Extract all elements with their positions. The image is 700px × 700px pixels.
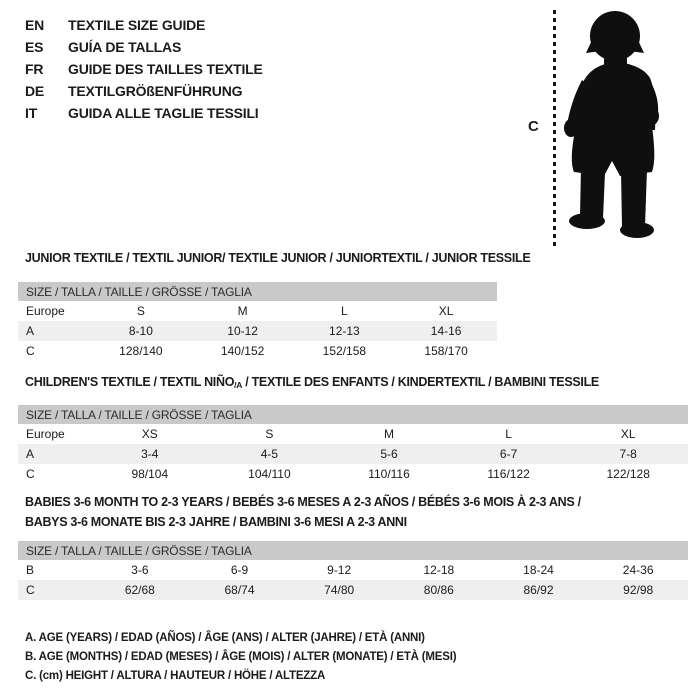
baby-silhouette-image — [560, 0, 665, 245]
cell: 74/80 — [324, 583, 355, 597]
footnote-b: B. AGE (MONTHS) / EDAD (MESES) / ÂGE (MOIS) / ALTER (MONATE) / ETÀ (MESI) — [25, 651, 457, 663]
cell: 5-6 — [380, 447, 398, 461]
cell: 24-36 — [622, 563, 654, 577]
cell: 6-9 — [230, 563, 249, 577]
cell: 140/152 — [220, 344, 265, 358]
size-table-header: SIZE / TALLA / TAILLE / GRÖSSE / TAGLIA — [18, 405, 688, 424]
language-code: DE — [25, 83, 45, 99]
cell: 4-5 — [260, 447, 279, 461]
row-label: A — [26, 447, 35, 461]
cell: L — [341, 304, 348, 318]
cell: 68/74 — [224, 583, 255, 597]
table-row-height — [18, 580, 688, 600]
junior-table-title: JUNIOR TEXTILE / TEXTIL JUNIOR/ TEXTILE JUNIOR / JUNIORTEXTIL / JUNIOR TESSILE — [25, 251, 531, 265]
babies-title-line1: BABIES 3-6 MONTH TO 2-3 YEARS / BEBÉS 3-6 MESES A 2-3 AÑOS / BÉBÉS 3-6 MOIS À 2-3 ANS / — [25, 495, 581, 509]
cell: 9-12 — [327, 563, 352, 577]
children-title-subscript: /A — [234, 380, 243, 390]
language-row-es — [25, 36, 263, 58]
cell: 7-8 — [619, 447, 637, 461]
cell: XL — [620, 427, 636, 441]
cell: 12-18 — [423, 563, 455, 577]
language-code: EN — [25, 17, 45, 33]
footnote-a: A. AGE (YEARS) / EDAD (AÑOS) / ÂGE (ANS) / ALTER (JAHRE) / ETÀ (ANNI) — [25, 632, 425, 644]
table-row-months — [18, 560, 688, 580]
table-row-europe — [18, 301, 497, 321]
cell: XS — [141, 427, 158, 441]
cell: 6-7 — [499, 447, 518, 461]
language-row-de — [25, 80, 263, 102]
size-table-header: SIZE / TALLA / TAILLE / GRÖSSE / TAGLIA — [18, 541, 688, 560]
cell: M — [237, 304, 248, 318]
cell: 92/98 — [623, 583, 654, 597]
cell: 152/158 — [322, 344, 367, 358]
row-label: Europe — [26, 304, 65, 318]
cell: 8-10 — [128, 324, 153, 338]
cell: L — [505, 427, 512, 441]
cell: 110/116 — [368, 467, 410, 481]
cell: 14-16 — [430, 324, 462, 338]
height-measure-line — [553, 10, 556, 246]
language-row-it — [25, 102, 263, 124]
cell: S — [136, 304, 145, 318]
footnote-c: C. (cm) HEIGHT / ALTURA / HAUTEUR / HÖHE / ALTEZZA — [25, 670, 326, 682]
babies-table-title — [25, 492, 581, 532]
table-row-height — [18, 341, 497, 361]
cell: 62/68 — [124, 583, 155, 597]
table-row-europe — [18, 424, 688, 444]
cell: 116/122 — [487, 467, 530, 481]
children-title-pre: CHILDREN'S TEXTILE / TEXTIL NIÑO — [25, 375, 235, 389]
children-title-post: / TEXTILE DES ENFANTS / KINDERTEXTIL / BAMBINI TESSILE — [242, 375, 599, 389]
language-title: GUIDA ALLE TAGLIE TESSILI — [68, 105, 259, 121]
cell: 3-4 — [141, 447, 159, 461]
row-label: C — [26, 467, 35, 481]
cell: 128/140 — [119, 344, 163, 358]
language-title: GUIDE DES TAILLES TEXTILE — [68, 61, 263, 77]
row-label: C — [26, 344, 35, 358]
cell: XL — [438, 304, 454, 318]
row-label: Europe — [26, 427, 65, 441]
language-title: TEXTILGRÖßENFÜHRUNG — [68, 83, 243, 99]
row-label: C — [26, 583, 35, 597]
cell: 10-12 — [227, 324, 258, 338]
cell: 80/86 — [423, 583, 454, 597]
cell: 86/92 — [523, 583, 554, 597]
language-code: FR — [25, 61, 44, 77]
junior-size-table — [18, 282, 497, 361]
language-title: GUÍA DE TALLAS — [68, 39, 182, 55]
cell: 18-24 — [523, 563, 554, 577]
language-row-en — [25, 14, 263, 36]
language-row-fr — [25, 58, 263, 80]
cell: 158/170 — [424, 344, 468, 358]
cell: 104/110 — [248, 467, 291, 481]
size-table-header: SIZE / TALLA / TAILLE / GRÖSSE / TAGLIA — [18, 282, 497, 301]
cell: 3-6 — [131, 563, 149, 577]
language-title-list — [25, 14, 263, 124]
table-row-height — [18, 464, 688, 484]
cell: 122/128 — [606, 467, 650, 481]
babies-size-table — [18, 541, 688, 600]
height-measure-label: C — [528, 118, 539, 135]
row-label: B — [26, 563, 35, 577]
cell: M — [383, 427, 394, 441]
footnote-legend — [25, 629, 456, 686]
cell: S — [265, 427, 274, 441]
table-row-age — [18, 444, 688, 464]
table-row-age — [18, 321, 497, 341]
children-table-title — [25, 375, 599, 390]
cell: 98/104 — [131, 467, 169, 481]
language-code: IT — [25, 105, 38, 121]
language-title: TEXTILE SIZE GUIDE — [68, 17, 206, 33]
language-code: ES — [25, 39, 44, 55]
children-size-table — [18, 405, 688, 484]
babies-title-line2: BABYS 3-6 MONATE BIS 2-3 JAHRE / BAMBINI 3-6 MESI A 2-3 ANNI — [25, 515, 407, 529]
row-label: A — [26, 324, 35, 338]
cell: 12-13 — [329, 324, 360, 338]
